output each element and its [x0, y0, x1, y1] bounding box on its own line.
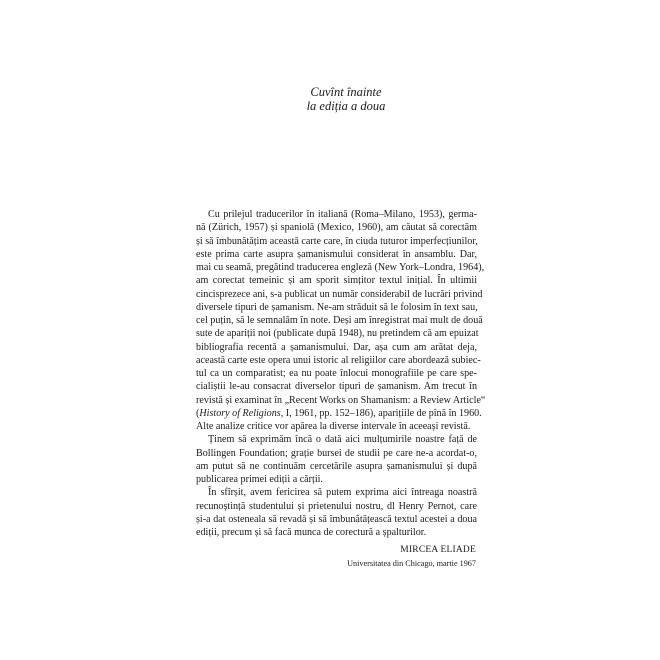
text-line: publicarea primei ediții a cărții. — [196, 474, 323, 485]
text-line: bibliografia recentă a șamanismului. Dar, așa cum am arătat deja, — [196, 341, 477, 353]
text-line: Cu prilejul traducerilor în italiană (Roma–Milano, 1953), germa- — [208, 209, 477, 220]
text-line: cincisprezece ani, s-a publicat un număr considerabil de lucrări privind — [196, 288, 483, 300]
text-line: nă (Zürich, 1957) și spaniolă (Mexico, 1960), am căutat să corectăm — [196, 222, 477, 234]
title-line-1: Cuvînt înainte — [310, 85, 382, 99]
title-line-2: la ediția a doua — [306, 99, 386, 113]
text-line: Bollingen Foundation; grație bursei de studii pe care ne-a acordat-o, — [196, 447, 477, 459]
signature-block — [347, 544, 476, 570]
paragraph-3 — [184, 486, 477, 539]
text-line: cialiștii le-au consacrat diverselor tipuri de șamanism. Am trecut în — [196, 381, 477, 393]
text-line: este prima carte asupra șamanismului considerat în ansamblu. Dar, — [196, 248, 477, 260]
paragraph-2 — [184, 433, 477, 486]
citation-open-paren: ( — [196, 407, 200, 419]
text-line: am corectat temeinic și am sporit simțitor textul inițial. În ultimii — [196, 275, 477, 287]
text-line: și-a dat osteneala să revadă și să îmbunătățească textul acestei a doua — [196, 513, 477, 525]
text-line: ediții, precum și să facă munca de corectură a șpalturilor. — [196, 527, 427, 538]
paragraph-1 — [184, 208, 486, 433]
text-line-citation — [184, 407, 482, 420]
text-line: Alte analize critice vor apărea la diverse intervale în aceeași revistă. — [196, 421, 471, 432]
text-line: revistă și examinat în „Recent Works on Shamanism: a Review Article“ — [196, 394, 486, 406]
place-date: Universitatea din Chicago, martie 1967 — [347, 559, 476, 568]
text-line: sute de apariții noi (publicate după 1948), nu pretindem că am epuizat — [196, 328, 479, 340]
text-line: tul ca un comparatist; ea nu poate înlocui monografiile pe care spe- — [196, 368, 477, 379]
citation-rest: , I, 1961, pp. 152–186), aparițiile de pînă în 1960. — [280, 407, 482, 419]
text-line: recunoștință studentului și prietenului nostru, dl Henry Pernot, care — [196, 500, 477, 512]
text-line: această carte este opera unui istoric al religiilor care abordează subiec- — [196, 354, 481, 366]
text-line: diversele tipuri de șamanism. Ne-am străduit să le folosim în text sau, — [196, 301, 478, 313]
text-line: În sfîrșit, avem fericirea să putem exprima aici întreaga noastră — [208, 487, 477, 499]
author-name: MIRCEA ELIADE — [400, 545, 476, 555]
text-line: și să îmbunătățim această carte care, în ciuda tuturor imperfecțiunilor, — [196, 235, 478, 247]
text-line: cel puțin, să le semnalăm în note. Deși am înregistrat mai mult de două — [196, 315, 483, 326]
body-text — [184, 208, 486, 539]
text-line: mai cu seamă, pregătind traducerea engleză (New York–Londra, 1964), — [196, 262, 485, 273]
journal-title: History of Religions — [199, 407, 281, 419]
page-title — [276, 85, 416, 113]
text-line: Ținem să exprimăm încă o dată aici mulțumirile noastre față de — [208, 434, 477, 446]
text-line: am putut să ne continuăm cercetările asupra șamanismului și după — [196, 460, 477, 472]
